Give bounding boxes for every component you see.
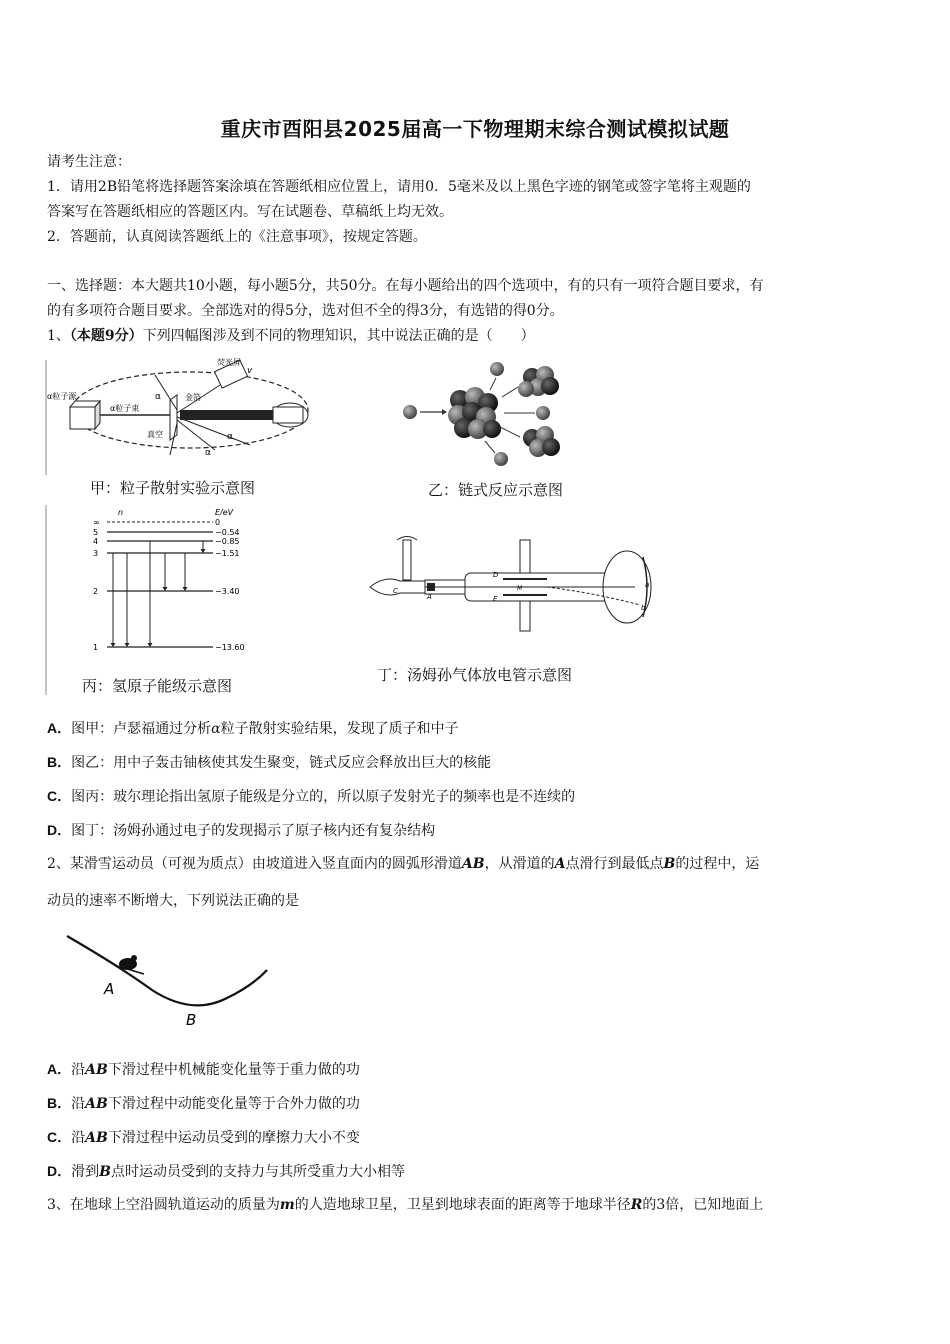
alpha-symbol: α [211, 721, 221, 737]
level-n-label: 4 [93, 537, 99, 546]
plate-e-stem [520, 601, 530, 631]
microscope-body [273, 407, 303, 423]
notice-heading: 请考生注意： [47, 154, 131, 170]
level-n-label: 1 [93, 643, 99, 652]
question-2-stem-line-1: 2、某滑雪运动员（可视为质点）由坡道进入竖直面内的圆弧形滑道AB，从滑道的A点滑行到最低点B的过程中，运 [47, 856, 760, 872]
label-alpha-beam: α粒子束 [110, 404, 140, 413]
section-1-intro-line-2: 的有多项符合题目要求。全部选对的得5分，选对但不全的得3分，有选错的得0分。 [47, 303, 564, 319]
label-a: A [427, 593, 432, 601]
label-e: E [493, 595, 498, 603]
deflected-ray-5 [177, 417, 250, 445]
label-v: v [247, 366, 253, 376]
arrow-5 [485, 441, 495, 453]
label-alpha-source: α粒子源 [47, 392, 77, 401]
caption-figure-ding: 丁：汤姆孙气体放电管示意图 [377, 666, 573, 684]
level-energy-label: −0.85 [215, 537, 240, 546]
figure-energy-levels [45, 505, 260, 695]
gold-foil [170, 395, 177, 440]
notice-item-1b: 答案写在答题纸相应的答题区内。写在试题卷、草稿纸上均无效。 [47, 204, 453, 220]
label-vacuum: 真空 [147, 430, 163, 439]
arrow-in-head [442, 409, 447, 415]
tube-cathode-stem [403, 540, 411, 580]
label-a2: a [645, 581, 650, 589]
source-box [70, 407, 95, 429]
q2-option-d[interactable]: D．滑到B点时运动员受到的支持力与其所受重力大小相等 [47, 1163, 405, 1180]
level-n-label: 2 [93, 587, 99, 596]
caption-figure-bing: 丙：氢原子能级示意图 [82, 677, 233, 695]
level-n-label: 3 [93, 549, 99, 558]
label-m: M [517, 585, 523, 592]
q1-option-c[interactable]: C．图丙：玻尔理论指出氢原子能级是分立的，所以原子发射光子的频率也是不连续的 [47, 788, 576, 805]
label-b: b [641, 604, 646, 612]
level-energy-label: 0 [215, 518, 221, 527]
label-alpha-1: α [155, 392, 161, 402]
q1-option-a[interactable]: A．图甲：卢瑟福通过分析α粒子散射实验结果，发现了质子和中子 [47, 720, 459, 737]
fragment-nucleus-1 [518, 366, 559, 397]
arrow-1 [490, 378, 496, 390]
notice-item-2: 2．答题前，认真阅读答题纸上的《注意事项》，按规定答题。 [47, 229, 427, 245]
level-n-label: 5 [93, 528, 99, 537]
level-energy-label: −3.40 [215, 587, 240, 596]
figure-ski-track [62, 928, 277, 1033]
q1-option-b[interactable]: B．图乙：用中子轰击铀核使其发生聚变，链式反应会释放出巨大的核能 [47, 754, 492, 771]
question-2-stem-line-2: 动员的速率不断增大，下列说法正确的是 [47, 893, 299, 909]
incoming-neutron [403, 405, 417, 419]
notice-item-1a: 1．请用2B铅笔将选择题答案涂填在答题纸相应位置上，请用0．5毫米及以上黑色字迹的钢笔或签字笔将主观题的 [47, 179, 751, 195]
page-title: 重庆市酉阳县2025届高一下物理期末综合测试模拟试题 [220, 117, 730, 141]
neutron-2 [536, 406, 550, 420]
question-1-stem [47, 326, 907, 346]
question-points: （本题9分） [69, 328, 143, 344]
figure-chain-reaction [400, 355, 580, 470]
microscope-tube [180, 410, 275, 420]
q2-option-c[interactable]: C．沿AB下滑过程中运动员受到的摩擦力大小不变 [47, 1129, 360, 1146]
plate-d-stem [520, 540, 530, 573]
arrow-4 [500, 427, 520, 437]
question-3-stem-line-1: 3、在地球上空沿圆轨道运动的质量为m的人造地球卫星，卫星到地球表面的距离等于地球半径R的3倍，已知地面上 [47, 1197, 764, 1213]
neutron-3 [494, 452, 508, 466]
neutron-1 [490, 362, 504, 376]
uranium-nucleus [448, 387, 501, 439]
arrow-2 [502, 387, 518, 397]
level-energy-label: −1.51 [215, 549, 240, 558]
level-energy-label: −0.54 [215, 528, 240, 537]
cathode-cap [397, 537, 417, 541]
label-foil: 金箔 [185, 393, 201, 402]
caption-figure-yi: 乙：链式反应示意图 [428, 481, 564, 499]
label-point-b: B [186, 1011, 197, 1029]
e-axis-header: E/eV [215, 508, 234, 517]
q2-option-b[interactable]: B．沿AB下滑过程中动能变化量等于合外力做的功 [47, 1095, 360, 1112]
section-1-intro-line-1: 一、选择题：本大题共10小题，每小题5分，共50分。在每小题给出的四个选项中，有的只有一项符合题目要求，有 [47, 278, 764, 294]
label-alpha-3: α [205, 448, 211, 458]
question-number: 1、 [47, 328, 70, 344]
caption-figure-jia: 甲：粒子散射实验示意图 [90, 479, 256, 497]
fragment-nucleus-2 [523, 426, 560, 457]
figure-alpha-scattering [45, 355, 320, 475]
level-n-label: ∞ [93, 518, 100, 527]
level-energy-label: −13.60 [215, 643, 245, 652]
label-point-a: A [104, 980, 115, 998]
label-d: D [493, 571, 499, 579]
skier-icon [117, 955, 144, 974]
q1-option-d[interactable]: D．图丁：汤姆孙通过电子的发现揭示了原子核内还有复杂结构 [47, 822, 436, 839]
figure-thomson-tube [365, 535, 655, 635]
label-alpha-2: α [227, 432, 233, 442]
question-text: 下列四幅图涉及到不同的物理知识，其中说法正确的是（ ） [142, 328, 535, 344]
n-axis-header: n [118, 508, 124, 517]
label-c: C [393, 587, 398, 595]
q2-option-a[interactable]: A．沿AB下滑过程中机械能变化量等于重力做的功 [47, 1061, 360, 1078]
track-arc [67, 936, 267, 1005]
label-screen: 荧光屏 [217, 358, 241, 367]
